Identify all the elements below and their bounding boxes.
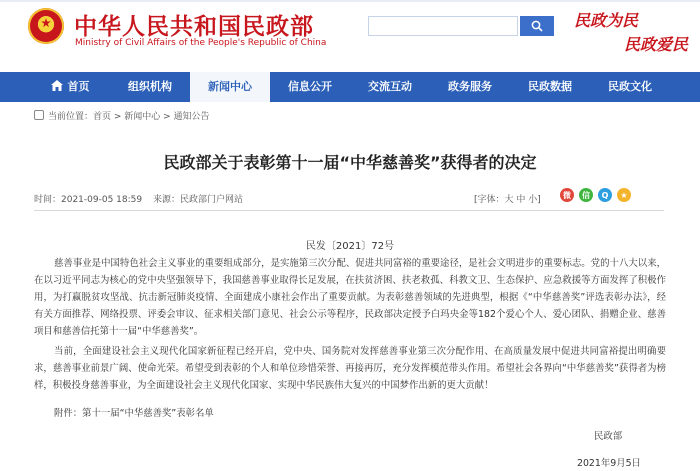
site-subtitle: Ministry of Civil Affairs of the People's Republic of China bbox=[75, 38, 327, 48]
document-number: 民发〔2021〕72号 bbox=[305, 241, 395, 252]
qzone-icon[interactable]: ★ bbox=[617, 188, 631, 202]
nav-data[interactable]: 民政数据 bbox=[528, 80, 572, 93]
site-header bbox=[0, 0, 700, 72]
nav-news-center[interactable]: 新闻中心 bbox=[190, 72, 270, 102]
article-meta bbox=[34, 192, 251, 205]
attachment-link[interactable]: 附件：第十一届“中华慈善奖”表彰名单 bbox=[54, 408, 214, 419]
main-nav bbox=[0, 72, 700, 102]
search-button[interactable] bbox=[520, 16, 554, 36]
location-icon bbox=[34, 110, 44, 120]
font-size-switcher[interactable]: [字体：大 中 小] bbox=[474, 195, 541, 205]
nav-culture[interactable]: 民政文化 bbox=[608, 80, 652, 93]
nav-services[interactable]: 政务服务 bbox=[448, 80, 492, 93]
search-input[interactable] bbox=[368, 16, 518, 36]
site-title[interactable]: 中华人民共和国民政部 bbox=[74, 14, 314, 40]
nav-home[interactable] bbox=[30, 72, 110, 102]
nav-home-label: 首页 bbox=[67, 80, 90, 93]
weibo-icon[interactable]: 微 bbox=[560, 188, 574, 202]
article-title: 民政部关于表彰第十一届“中华慈善奖”获得者的决定 bbox=[163, 153, 537, 172]
nav-organization[interactable]: 组织机构 bbox=[128, 80, 172, 93]
national-emblem-icon[interactable] bbox=[28, 8, 64, 44]
breadcrumb bbox=[34, 109, 210, 122]
paragraph-2: 当前，全面建设社会主义现代化国家新征程已经开启，党中央、国务院对发挥慈善事业第三次分配作用、在高质量发展中促进共同富裕提出明确要求，慈善事业前景广阔、使命光荣。希望受到表彰的个人和单位珍惜荣誉、再接再厉，充分发挥模范带头作用。希望社会各界向“中华慈善奖”获得者为榜样，积极投身慈善事业，为全面建设社会主义现代化国家、实现中华民族伟大复兴的中国梦作出新的更大贡献！ bbox=[34, 346, 666, 391]
nav-info-disclosure[interactable]: 信息公开 bbox=[288, 80, 332, 93]
breadcrumb-text[interactable]: 当前位置：首页 > 新闻中心 > 通知公告 bbox=[48, 112, 210, 122]
signature: 民政部 bbox=[594, 431, 623, 442]
wechat-icon[interactable]: 信 bbox=[579, 188, 593, 202]
slogan-line2: 民政爱民 bbox=[624, 35, 689, 54]
paragraph-1: 慈善事业是中国特色社会主义事业的重要组成部分，是实施第三次分配、促进共同富裕的重要途径，是社会文明进步的重要标志。党的十八大以来，在以习近平同志为核心的党中央坚强领导下，我国慈善事业取得长足发展，在扶贫济困、扶老救孤、科教文卫、生态保护、应急救援等方面发挥了积极作用，为打赢脱贫攻坚战、抗击新冠肺炎疫情、全面建成小康社会作出了重要贡献。为表彰慈善领域的先进典型，根据《“中华慈善奖”评选表彰办法》，经有关方面推荐、网络投票、评委会审议、征求相关部门意见、社会公示等程序，民政部决定授予白玛央金等182个爱心个人、爱心团队、捐赠企业、慈善项目和慈善信托第十一届“中华慈善奖”。 bbox=[34, 258, 666, 337]
divider bbox=[34, 210, 664, 211]
search-icon bbox=[531, 20, 543, 32]
qq-icon[interactable]: Q bbox=[598, 188, 612, 202]
publish-time: 时间：2021-09-05 18:59 bbox=[34, 195, 143, 205]
slogan-line1: 民政为民 bbox=[574, 11, 639, 30]
article-source: 来源：民政部门户网站 bbox=[152, 195, 243, 205]
nav-interaction[interactable]: 交流互动 bbox=[368, 80, 412, 93]
share-bar bbox=[560, 188, 631, 202]
document-date: 2021年9月5日 bbox=[577, 458, 641, 469]
home-icon bbox=[51, 80, 63, 91]
